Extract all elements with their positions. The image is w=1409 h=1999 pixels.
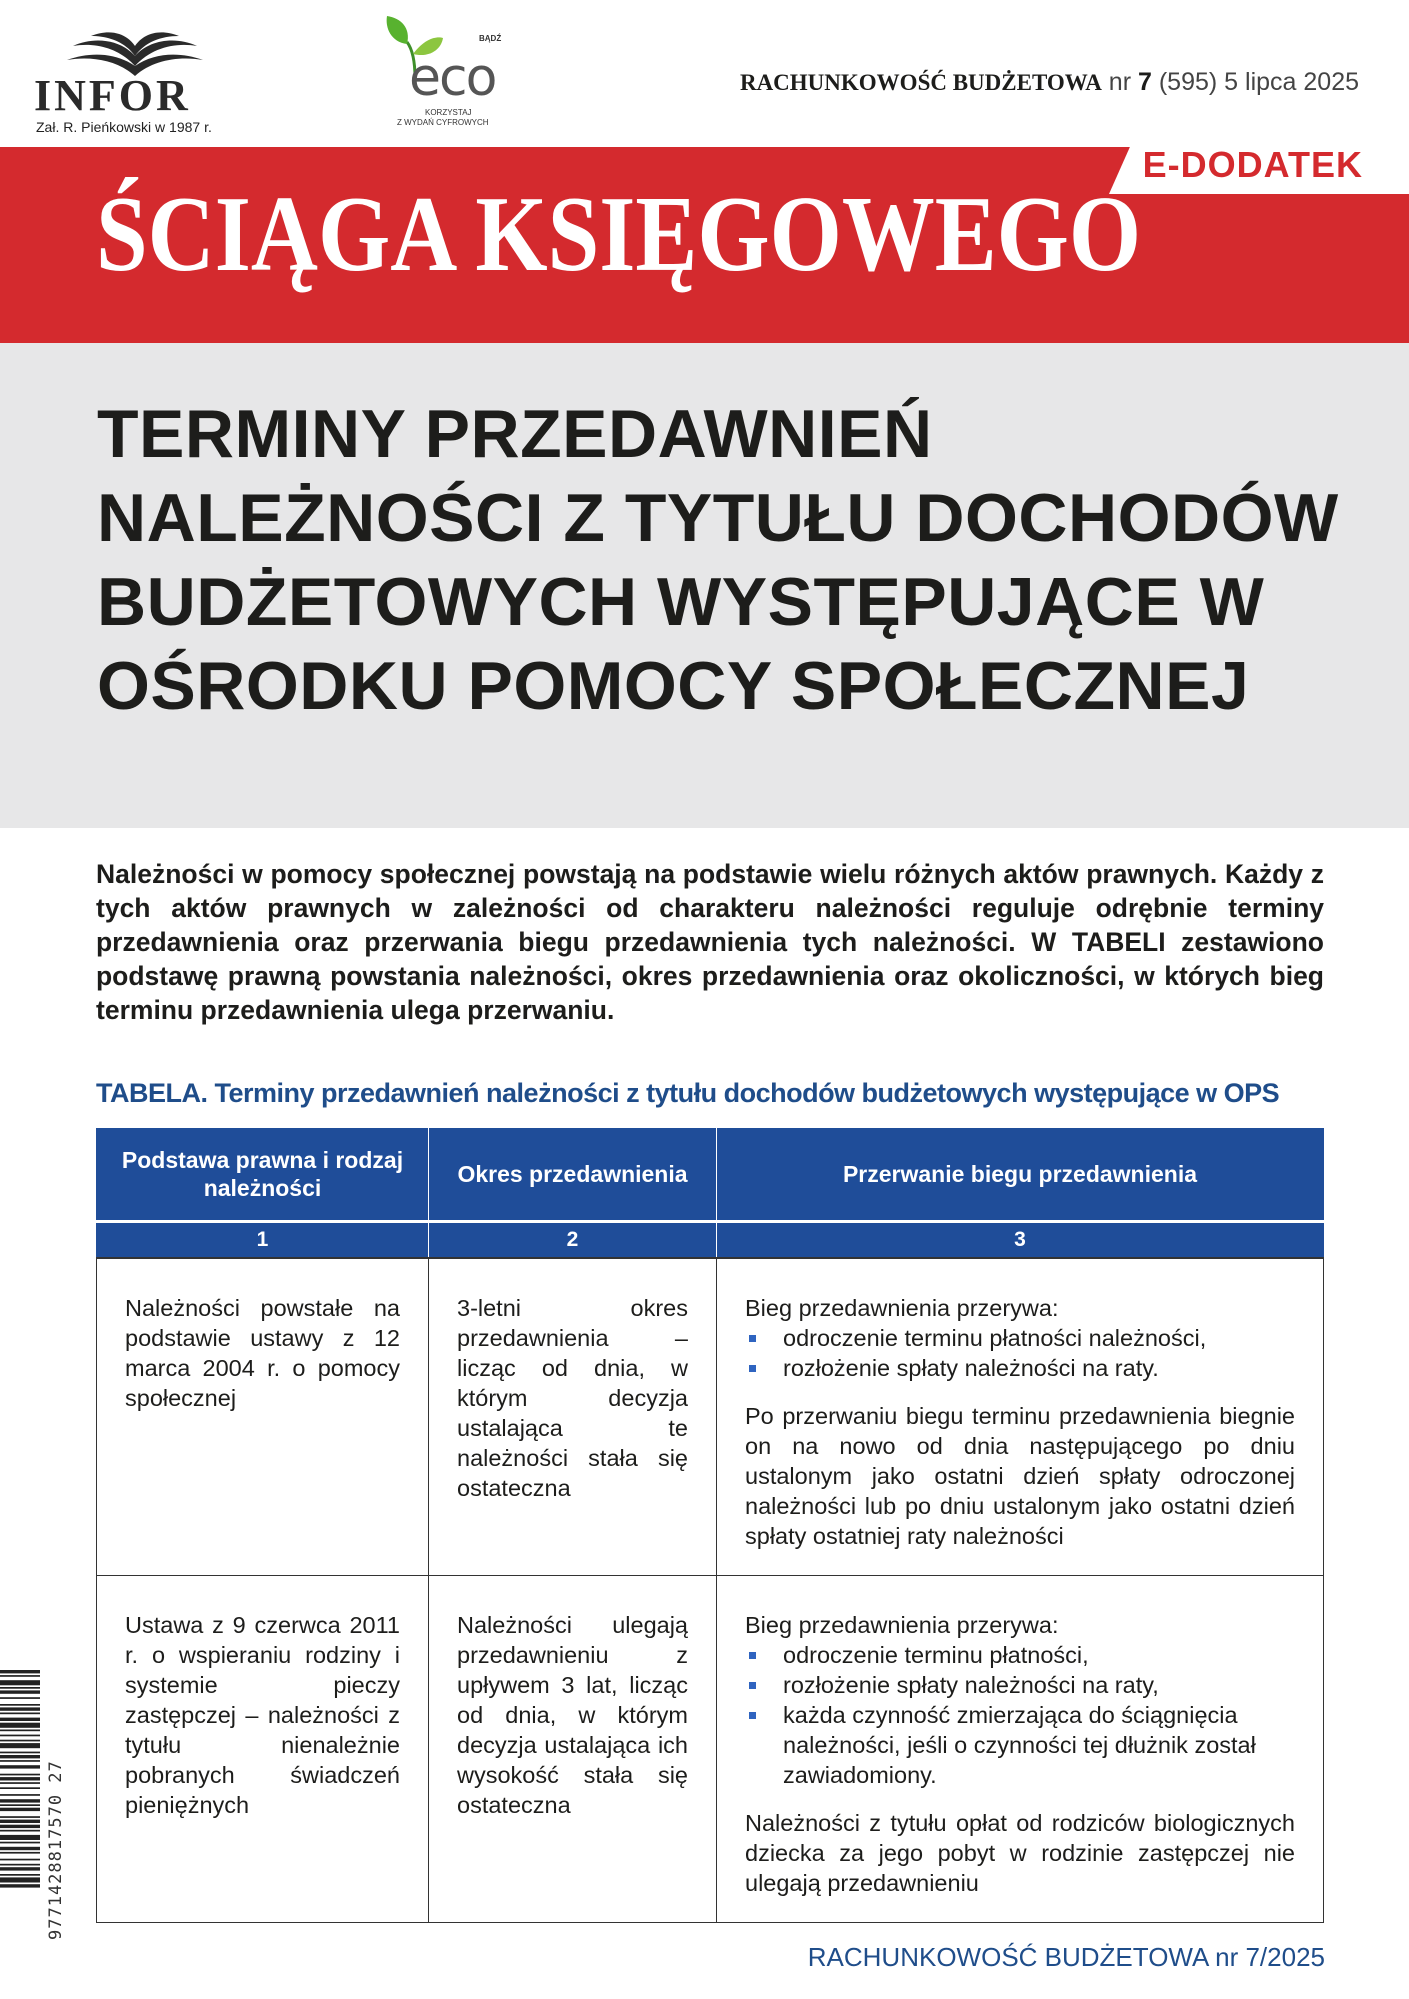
eco-logo-word: eco <box>409 48 496 108</box>
eco-logo-line1: KORZYSTAJ <box>425 108 472 117</box>
eco-logo <box>385 14 525 126</box>
interruption-list <box>745 1640 1295 1790</box>
cell-basis: Ustawa z 9 czerwca 2011 r. o wspieraniu rodziny i systemie pieczy zastępczej – należności z tytułu nienależnie pobranych świadczeń pieniężnych <box>97 1576 429 1923</box>
infor-logo <box>30 30 240 135</box>
interruption-note: Po przerwaniu biegu terminu przedawnienia biegnie on na nowo od dnia następującego po dniu ustalonym jako ostatni dzień spłaty odroczonej należności lub po dniu ustalonym jako ostatni dzień spłaty ostatniej raty należności <box>745 1403 1295 1549</box>
e-dodatek-label: E-DODATEK <box>1142 144 1363 185</box>
eco-logo-line2: Z WYDAŃ CYFROWYCH <box>397 118 489 127</box>
barcode-digits <box>46 1760 66 1940</box>
cell-period: 3-letni okres przedawnienia – licząc od dnia, w którym decyzja ustalająca te należności stała się ostateczna <box>429 1258 717 1576</box>
table-row <box>97 1258 1324 1576</box>
publication-name: RACHUNKOWOŚĆ BUDŻETOWA <box>739 70 1102 95</box>
issue-total: (595) <box>1158 68 1218 96</box>
infor-logo-subtitle: Zał. R. Pieńkowski w 1987 r. <box>36 119 212 135</box>
banner-title: ŚCIĄGA KSIĘGOWEGO <box>96 175 1142 294</box>
column-number-3: 3 <box>717 1222 1324 1259</box>
list-item: rozłożenie spłaty należności na raty, <box>745 1670 1295 1700</box>
interruption-intro: Bieg przedawnienia przerywa: <box>745 1612 1059 1638</box>
column-header-period: Okres przedawnienia <box>429 1128 717 1222</box>
footer-publication: RACHUNKOWOŚĆ BUDŻETOWA nr 7/2025 <box>807 1942 1325 1972</box>
cell-interruption <box>717 1576 1324 1923</box>
barcode-number: 9771428817570 <box>46 1793 66 1940</box>
limitation-periods-table <box>96 1128 1324 1923</box>
list-item: odroczenie terminu płatności należności, <box>745 1323 1295 1353</box>
table-row <box>97 1576 1324 1923</box>
column-header-basis: Podstawa prawna i rodzaj należności <box>97 1128 429 1222</box>
list-item: rozłożenie spłaty należności na raty. <box>745 1353 1295 1383</box>
barcode-icon <box>0 1668 52 1978</box>
column-header-interruption: Przerwanie biegu przedawnienia <box>717 1128 1324 1222</box>
column-number-2: 2 <box>429 1222 717 1259</box>
table-caption: TABELA. Terminy przedawnień należności z tytułu dochodów budżetowych występujące w OPS <box>96 1078 1280 1108</box>
infor-logo-word: INFOR <box>34 71 191 120</box>
barcode-suffix: 27 <box>46 1760 66 1783</box>
column-number-1: 1 <box>97 1222 429 1259</box>
intro-paragraph: Należności w pomocy społecznej powstają na podstawie wielu różnych aktów prawnych. Każdy z tych aktów prawnych w zależności od charakteru należności reguluje odrębnie terminy przedawnienia oraz przerwania biegu przedawnienia tych należności. W TABELI zestawiono podstawę prawną powstania należności, okres przedawnienia oraz okoliczności, w których bieg terminu przedawnienia ulega przerwaniu. <box>96 859 1324 1025</box>
cell-interruption <box>717 1258 1324 1576</box>
cell-basis: Należności powstałe na podstawie ustawy z 12 marca 2004 r. o pomocy społecznej <box>97 1258 429 1576</box>
list-item: odroczenie terminu płatności, <box>745 1640 1295 1670</box>
interruption-intro: Bieg przedawnienia przerywa: <box>745 1295 1059 1321</box>
list-item: każda czynność zmierzająca do ściągnięcia należności, jeśli o czynności tej dłużnik został zawiadomiony. <box>745 1700 1295 1790</box>
issue-number: 7 <box>1137 68 1152 96</box>
eco-logo-top: BĄDŹ <box>479 34 502 43</box>
interruption-note: Należności z tytułu opłat od rodziców biologicznych dziecka za jego pobyt w rodzinie zastępczej nie ulegają przedawnieniu <box>745 1810 1295 1896</box>
issue-nr-prefix: nr <box>1108 68 1132 96</box>
interruption-list <box>745 1323 1295 1383</box>
issue-line <box>740 68 1359 97</box>
cell-period: Należności ulegają przedawnieniu z upływem 3 lat, licząc od dnia, w którym decyzja ustalająca ich wysokość stała się ostateczna <box>429 1576 717 1923</box>
page-title: TERMINY PRZEDAWNIEŃ NALEŻNOŚCI Z TYTUŁU DOCHODÓW BUDŻETOWYCH WYSTĘPUJĄCE W OŚRODKU POMOCY SPOŁECZNEJ <box>97 396 1339 724</box>
issue-date: 5 lipca 2025 <box>1224 68 1359 96</box>
